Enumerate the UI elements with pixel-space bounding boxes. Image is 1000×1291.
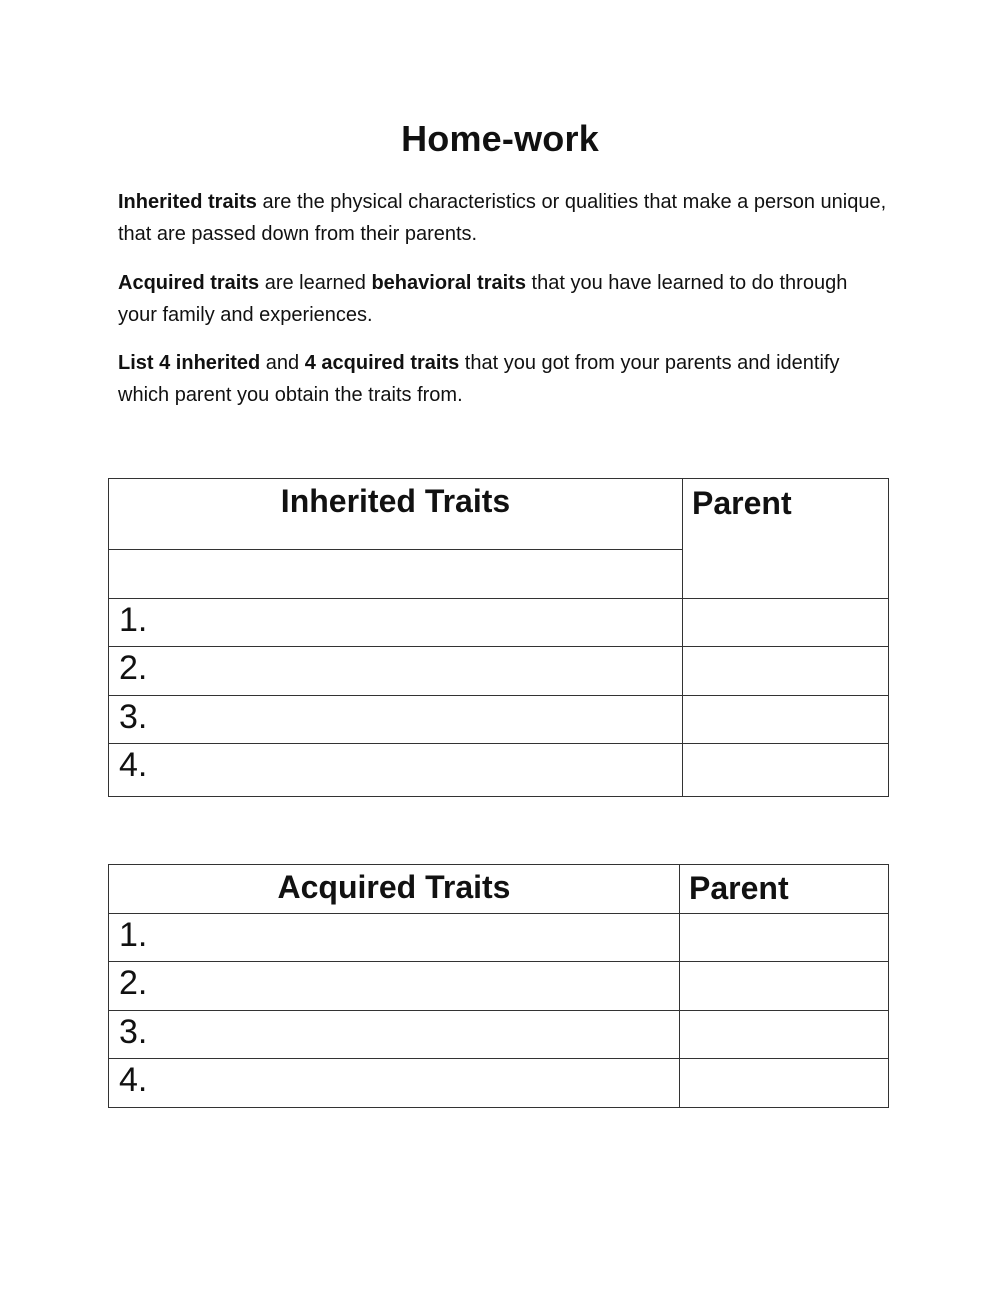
instruction-bold: List 4 inherited — [118, 352, 261, 374]
table-row[interactable] — [109, 1011, 679, 1058]
parent-cell[interactable] — [680, 962, 888, 1010]
row-number: 1. — [119, 601, 148, 639]
term-inherited-traits: Inherited traits — [118, 191, 257, 213]
row-number: 2. — [119, 649, 148, 687]
row-number: 1. — [119, 916, 148, 954]
row-number: 2. — [119, 964, 148, 1002]
table-row[interactable] — [109, 696, 682, 743]
parent-cell[interactable] — [683, 744, 888, 796]
parent-cell[interactable] — [683, 696, 888, 743]
instruction-bold: 4 acquired traits — [304, 352, 460, 374]
acquired-parent-header: Parent — [689, 870, 789, 906]
term-acquired-traits: Acquired traits — [118, 272, 260, 294]
acquired-traits-table — [108, 864, 889, 1108]
parent-cell[interactable] — [680, 914, 888, 961]
paragraph-instructions — [118, 347, 888, 411]
parent-cell[interactable] — [680, 1059, 888, 1107]
parent-cell[interactable] — [683, 599, 888, 646]
paragraph-acquired-definition — [118, 267, 888, 331]
page-title: Home-work — [401, 118, 599, 159]
table-row[interactable] — [109, 647, 682, 695]
inherited-parent-header: Parent — [692, 485, 792, 521]
row-number: 3. — [119, 698, 148, 736]
table-row[interactable] — [109, 744, 682, 796]
inherited-blank-cell[interactable] — [109, 550, 682, 598]
table-row[interactable] — [109, 599, 682, 646]
parent-cell[interactable] — [680, 1011, 888, 1058]
definition-text: are the physical characteristics or qualities that make a person unique, that are passed down from their parents. — [118, 191, 887, 245]
parent-cell[interactable] — [683, 647, 888, 695]
acquired-traits-header: Acquired Traits — [277, 869, 511, 905]
instruction-text: and — [260, 352, 305, 374]
instruction-text: that you got from your parents and identify which parent you obtain the traits from. — [118, 352, 840, 406]
inherited-traits-table — [108, 478, 889, 797]
table-row[interactable] — [109, 914, 679, 961]
row-number: 4. — [119, 746, 148, 784]
table-row[interactable] — [109, 1059, 679, 1107]
paragraph-inherited-definition — [118, 186, 888, 250]
table-row[interactable] — [109, 962, 679, 1010]
row-number: 3. — [119, 1013, 148, 1051]
row-number: 4. — [119, 1061, 148, 1099]
definition-text: that you have learned to do through your family and experiences. — [118, 272, 848, 326]
inherited-traits-header: Inherited Traits — [280, 483, 511, 519]
definition-text: are learned — [259, 272, 372, 294]
term-behavioral-traits: behavioral traits — [371, 272, 526, 294]
